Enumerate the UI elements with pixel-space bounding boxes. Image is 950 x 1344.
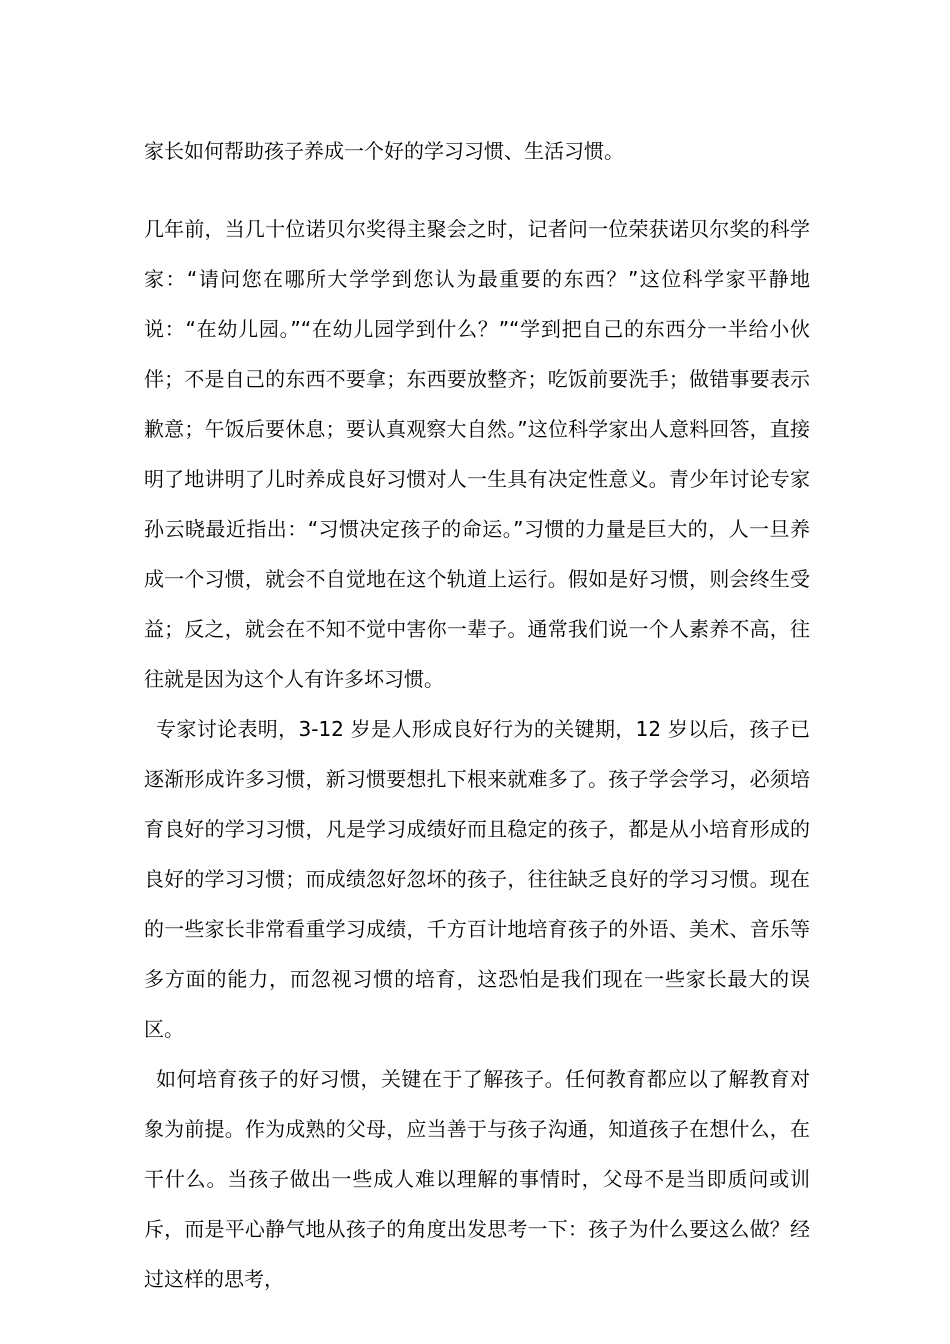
- paragraph-critical-period: 专家讨论表明，3-12 岁是人形成良好行为的关键期，12 岁以后，孩子已逐渐形成许多习惯，新习惯要想扎下根来就难多了。孩子学会学习，必须培育良好的学习习惯，凡是学习成绩好而且稳定的孩子，都是从小培育形成的良好的学习习惯；而成绩忽好忽坏的孩子，往往缺乏良好的学习习惯。现在的一些家长非常看重学习成绩，千方百计地培育孩子的外语、美术、音乐等多方面的能力，而忽视习惯的培育，这恐怕是我们现在一些家长最大的误区。: [144, 717, 810, 1041]
- document-body: [144, 204, 810, 1304]
- paragraph-nobel-story: 几年前，当几十位诺贝尔奖得主聚会之时，记者问一位荣获诺贝尔奖的科学家：“请问您在哪所大学学到您认为最重要的东西？”这位科学家平静地说：“在幼儿园。”“在幼儿园学到什么？”“学到把自己的东西分一半给小伙伴；不是自己的东西不要拿；东西要放整齐；吃饭前要洗手；做错事要表示歉意；午饭后要休息；要认真观察大自然。”这位科学家出人意料回答，直接明了地讲明了儿时养成良好习惯对人一生具有决定性意义。青少年讨论专家孙云晓最近指出：“习惯决定孩子的命运。”习惯的力量是巨大的，人一旦养成一个习惯，就会不自觉地在这个轨道上运行。假如是好习惯，则会终生受益；反之，就会在不知不觉中害你一辈子。通常我们说一个人素养不高，往往就是因为这个人有许多坏习惯。: [144, 217, 810, 691]
- paragraph-understand-child: 如何培育孩子的好习惯，关键在于了解孩子。任何教育都应以了解教育对象为前提。作为成熟的父母，应当善于与孩子沟通，知道孩子在想什么，在干什么。当孩子做出一些成人难以理解的事情时，父母不是当即质问或训斥，而是平心静气地从孩子的角度出发思考一下：孩子为什么要这么做？经过这样的思考，: [144, 1067, 810, 1291]
- document-title: 家长如何帮助孩子养成一个好的学习习惯、生活习惯。: [144, 139, 624, 163]
